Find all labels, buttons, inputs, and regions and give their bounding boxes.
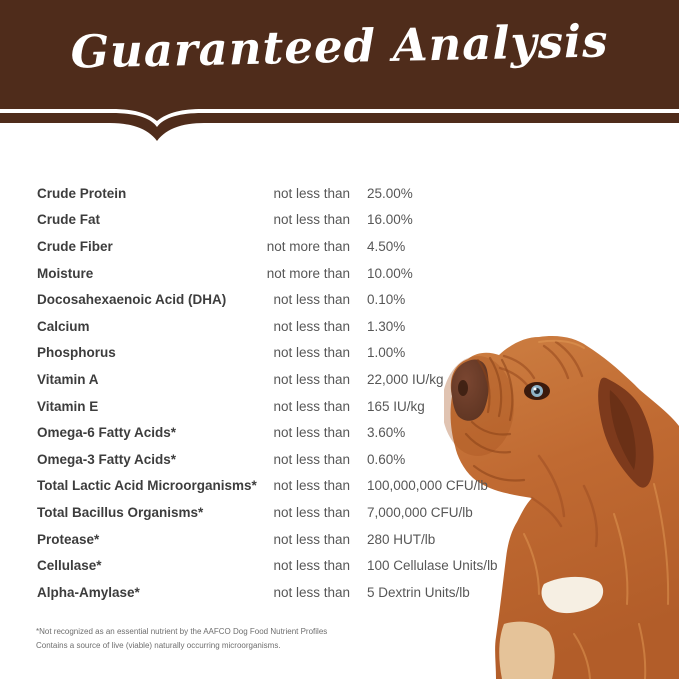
analysis-table (37, 180, 507, 606)
nutrient-label: Omega-6 Fatty Acids* (37, 425, 177, 441)
nutrient-value: 100 Cellulase Units/lb (367, 558, 498, 574)
footnote-aafco: *Not recognized as an essential nutrient by the AAFCO Dog Food Nutrient Profiles (36, 627, 328, 636)
nutrient-value: 165 IU/kg (367, 398, 425, 414)
nutrient-label: Crude Protein (37, 185, 127, 201)
table-row (37, 473, 507, 500)
footnote-microorganisms: Contains a source of live (viable) naturally occurring microorganisms. (36, 641, 281, 650)
nutrient-label: Total Bacillus Organisms* (37, 504, 204, 520)
nutrient-label: Total Lactic Acid Microorganisms* (37, 478, 257, 494)
nutrient-qualifier: not more than (266, 265, 350, 281)
nutrient-value: 4.50% (367, 238, 406, 254)
table-row (37, 313, 507, 340)
nutrient-qualifier: not less than (273, 451, 350, 467)
table-row (37, 419, 507, 446)
nutrient-label: Docosahexaenoic Acid (DHA) (37, 292, 227, 308)
banner-body (0, 0, 679, 121)
nutrient-qualifier: not less than (273, 318, 350, 334)
table-row (37, 552, 507, 579)
nutrient-qualifier: not less than (273, 212, 350, 228)
nutrient-value: 100,000,000 CFU/lb (367, 478, 488, 494)
nutrient-qualifier: not less than (273, 292, 350, 308)
banner-title: Guaranteed Analysis (70, 14, 609, 79)
banner-strip (0, 113, 679, 141)
nutrient-value: 1.30% (367, 318, 406, 334)
nutrient-label: Protease* (37, 531, 100, 547)
table-row (37, 499, 507, 526)
nutrient-value: 1.00% (367, 345, 406, 361)
nutrient-qualifier: not less than (273, 371, 350, 387)
nutrient-label: Vitamin E (37, 398, 99, 414)
nutrient-value: 10.00% (367, 265, 413, 281)
nutrient-value: 0.10% (367, 292, 406, 308)
table-row (37, 233, 507, 260)
nutrient-value: 7,000,000 CFU/lb (367, 504, 473, 520)
nutrient-value: 3.60% (367, 425, 406, 441)
nutrient-qualifier: not less than (273, 531, 350, 547)
nutrient-label: Moisture (37, 265, 94, 281)
table-row (37, 446, 507, 473)
nutrient-label: Alpha-Amylase* (37, 584, 140, 600)
nutrient-value: 0.60% (367, 451, 406, 467)
nutrient-qualifier: not less than (273, 398, 350, 414)
nutrient-value: 5 Dextrin Units/lb (367, 584, 470, 600)
nutrient-label: Phosphorus (37, 345, 116, 361)
table-row (37, 366, 507, 393)
leg-fur (499, 622, 554, 679)
table-row (37, 180, 507, 207)
table-row (37, 340, 507, 367)
dog-eye (524, 382, 550, 400)
nutrient-qualifier: not less than (273, 584, 350, 600)
nutrient-qualifier: not less than (273, 345, 350, 361)
nutrient-label: Omega-3 Fatty Acids* (37, 451, 177, 467)
table-row (37, 526, 507, 553)
nutrient-value: 16.00% (367, 212, 413, 228)
nutrient-qualifier: not less than (273, 425, 350, 441)
banner-ribbon (0, 0, 679, 150)
nutrient-qualifier: not less than (273, 478, 350, 494)
nutrient-qualifier: not less than (273, 504, 350, 520)
table-row (37, 393, 507, 420)
nutrient-label: Vitamin A (37, 371, 99, 387)
nutrient-value: 280 HUT/lb (367, 531, 436, 547)
table-row (37, 286, 507, 313)
table-row (37, 579, 507, 606)
nutrient-value: 22,000 IU/kg (367, 371, 444, 387)
table-row (37, 207, 507, 234)
nutrient-label: Cellulase* (37, 558, 102, 574)
table-row (37, 260, 507, 287)
nutrient-qualifier: not less than (273, 185, 350, 201)
nutrient-qualifier: not more than (266, 238, 350, 254)
nutrient-qualifier: not less than (273, 558, 350, 574)
nutrient-label: Crude Fiber (37, 238, 113, 254)
nutrient-label: Crude Fat (37, 212, 101, 228)
nutrient-label: Calcium (37, 318, 90, 334)
nutrient-value: 25.00% (367, 185, 413, 201)
footnotes (36, 625, 327, 653)
